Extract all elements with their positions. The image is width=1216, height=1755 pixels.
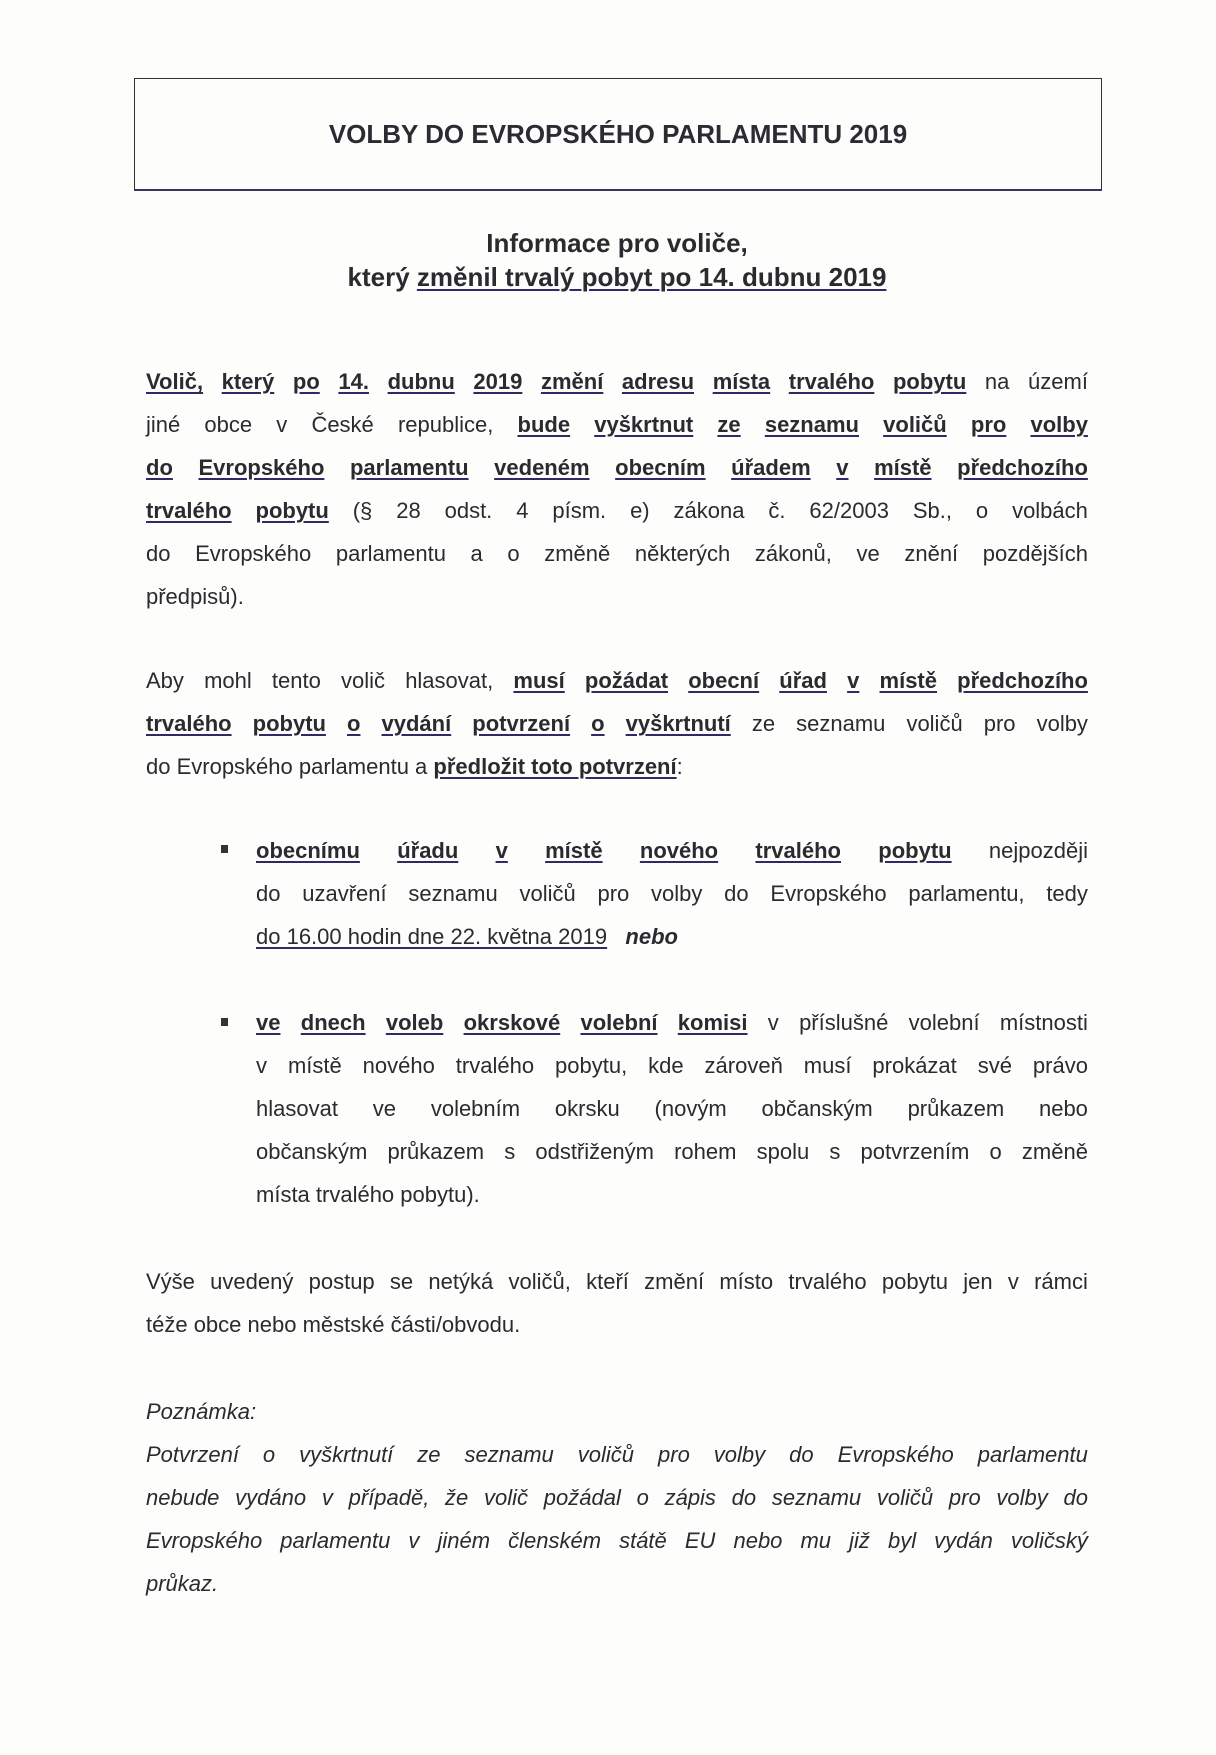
word: o — [262, 1442, 276, 1467]
word: o — [989, 1139, 1002, 1164]
subtitle-plain: který — [347, 262, 417, 292]
word: o — [591, 711, 605, 736]
word: změní — [644, 1269, 705, 1294]
word: v — [767, 1010, 779, 1035]
text-segment: předložit toto potvrzení — [433, 754, 677, 779]
word: Evropského — [837, 1442, 954, 1467]
text-line — [146, 1312, 1088, 1355]
word: jiném — [437, 1528, 491, 1553]
word: v — [1007, 1269, 1019, 1294]
word: zápis — [664, 1485, 716, 1510]
text-line — [146, 1269, 1088, 1312]
word: členském — [508, 1528, 602, 1553]
word: 14. — [338, 369, 369, 394]
word: spolu — [756, 1139, 810, 1164]
word: volby — [713, 1442, 766, 1467]
word: do — [724, 881, 749, 906]
word: kteří — [586, 1269, 629, 1294]
word: volby — [1030, 412, 1088, 437]
word: s — [829, 1139, 841, 1164]
word: pobytu — [881, 1269, 948, 1294]
word: pobytu — [255, 498, 329, 523]
word: v — [836, 455, 849, 480]
text-line — [256, 1182, 1088, 1225]
word: Volič, — [146, 369, 204, 394]
word: ve — [856, 541, 880, 566]
word: EU — [684, 1528, 716, 1553]
word: voličů — [577, 1442, 635, 1467]
word: voličů — [519, 881, 576, 906]
word: úřadu — [397, 838, 459, 863]
word: úřad — [779, 668, 827, 693]
word: v — [256, 1053, 267, 1078]
word: č. — [768, 498, 786, 523]
word: trvalého — [755, 838, 841, 863]
text-line — [256, 838, 1088, 881]
word: vydáno — [235, 1485, 307, 1510]
word: trvalého — [455, 1053, 535, 1078]
header-box — [134, 78, 1102, 191]
text-segment: : — [676, 754, 683, 779]
text-line — [146, 1485, 1088, 1528]
word: bude — [517, 412, 571, 437]
word: tento — [271, 668, 321, 693]
word: ve — [372, 1096, 397, 1121]
word: republice, — [397, 412, 494, 437]
word: pro — [597, 881, 630, 906]
word: místě — [545, 838, 603, 863]
word: 4 — [516, 498, 529, 523]
text-line — [256, 924, 1088, 967]
text-line — [146, 1571, 1088, 1614]
text-line — [146, 541, 1088, 584]
note-section — [146, 1399, 1088, 1614]
text-line — [146, 369, 1088, 412]
text-line — [146, 711, 1088, 754]
word: voličský — [1010, 1528, 1088, 1553]
word: vyškrtnutí — [625, 711, 731, 736]
word: volební — [908, 1010, 980, 1035]
word: vydán — [934, 1528, 993, 1553]
word: do — [1063, 1485, 1088, 1510]
word: jen — [963, 1269, 993, 1294]
text-line — [146, 1528, 1088, 1571]
word: seznamu — [464, 1442, 554, 1467]
word: pro — [970, 412, 1007, 437]
word: (§ — [352, 498, 373, 523]
text-line — [146, 455, 1088, 498]
word: seznamu — [796, 711, 886, 736]
word: voleb — [385, 1010, 444, 1035]
word: rámci — [1034, 1269, 1088, 1294]
word: volebním — [430, 1096, 521, 1121]
word: vydání — [381, 711, 452, 736]
word: okrskové — [463, 1010, 561, 1035]
bullet-item-election-commission — [256, 1010, 1088, 1225]
word: do — [256, 881, 281, 906]
text-segment — [607, 924, 625, 967]
word: trvalého — [146, 711, 232, 736]
word: vyškrtnut — [594, 412, 694, 437]
word: pro — [948, 1485, 981, 1510]
word: nového — [362, 1053, 435, 1078]
word: nejpozději — [988, 838, 1088, 863]
word: změně — [544, 541, 611, 566]
word: vyškrtnutí — [299, 1442, 394, 1467]
word: Evropského — [770, 881, 887, 906]
word: ze — [751, 711, 776, 736]
bullet-item-municipal-office — [256, 838, 1088, 967]
word: potvrzením — [860, 1139, 970, 1164]
word: pobytu, — [555, 1053, 628, 1078]
word: změní — [540, 369, 604, 394]
word: zároveň — [704, 1053, 783, 1078]
word: České — [311, 412, 374, 437]
word: netýká — [428, 1269, 494, 1294]
word: parlamentu — [349, 455, 469, 480]
word: uvedený — [210, 1269, 294, 1294]
word: obecní — [688, 668, 760, 693]
bullet-icon — [221, 1018, 228, 1026]
word: 62/2003 — [809, 498, 889, 523]
word: pro — [658, 1442, 690, 1467]
word: parlamentu — [977, 1442, 1088, 1467]
word: obce — [204, 412, 253, 437]
word: volič — [341, 668, 386, 693]
word: občanským — [256, 1139, 368, 1164]
word: odstřiženým — [535, 1139, 654, 1164]
word: voličů — [876, 1485, 934, 1510]
text-line — [146, 668, 1088, 711]
word: odst. — [444, 498, 493, 523]
word: do — [731, 1485, 757, 1510]
subtitle-underlined: změnil trvalý pobyt po 14. dubnu 2019 — [416, 262, 887, 292]
text-segment: téže obce nebo městské části/obvodu. — [146, 1312, 521, 1337]
word: volby — [1036, 711, 1088, 736]
word: pro — [983, 711, 1016, 736]
word: Evropského — [198, 455, 325, 480]
word: nebo — [1038, 1096, 1088, 1121]
word: trvalého — [146, 498, 232, 523]
word: pobytu — [878, 838, 952, 863]
subtitle-line-2 — [134, 260, 1100, 294]
word: parlamentu — [280, 1528, 391, 1553]
word: mohl — [204, 668, 252, 693]
word: již — [849, 1528, 870, 1553]
word: průkazem — [387, 1139, 485, 1164]
word: mu — [800, 1528, 832, 1553]
word: místnosti — [999, 1010, 1088, 1035]
word: ve — [256, 1010, 281, 1035]
word: voličů — [883, 412, 947, 437]
word: Aby — [146, 668, 184, 693]
word: úřadem — [731, 455, 811, 480]
word: po — [292, 369, 320, 394]
text-line — [146, 498, 1088, 541]
word: potvrzení — [472, 711, 571, 736]
word: pobytu — [252, 711, 326, 736]
word: území — [1028, 369, 1088, 394]
word: místě — [879, 668, 937, 693]
word: volební — [580, 1010, 658, 1035]
word: volby — [651, 881, 703, 906]
text-line — [256, 1010, 1088, 1053]
word: seznamu — [764, 412, 859, 437]
word: prokázat — [872, 1053, 957, 1078]
word: požádat — [584, 668, 669, 693]
word: který — [221, 369, 275, 394]
word: Potvrzení — [146, 1442, 239, 1467]
word: že — [445, 1485, 469, 1510]
word: v — [321, 1485, 333, 1510]
word: a — [470, 541, 483, 566]
word: 2019 — [473, 369, 523, 394]
word: o — [507, 541, 520, 566]
word: státě — [619, 1528, 667, 1553]
word: ze — [417, 1442, 441, 1467]
word: Evropského — [146, 1528, 263, 1553]
word: volby — [996, 1485, 1048, 1510]
word: Evropského — [195, 541, 312, 566]
word: se — [389, 1269, 414, 1294]
text-segment: předpisů). — [146, 584, 244, 609]
word: změně — [1021, 1139, 1088, 1164]
word: místa — [712, 369, 771, 394]
text-segment: do 16.00 hodin dne 22. května 2019 — [256, 924, 608, 949]
word: volič — [484, 1485, 529, 1510]
text-line — [256, 881, 1088, 924]
word: o — [636, 1485, 649, 1510]
text-line — [146, 1399, 1088, 1442]
word: 28 — [396, 498, 421, 523]
word: ze — [717, 412, 741, 437]
text-line — [256, 1139, 1088, 1182]
word: seznamu — [771, 1485, 862, 1510]
word: pobytu — [892, 369, 967, 394]
word: komisi — [677, 1010, 748, 1035]
word: musí — [513, 668, 565, 693]
text-segment: Poznámka: — [146, 1399, 257, 1424]
word: pozdějších — [982, 541, 1088, 566]
word: parlamentu — [335, 541, 446, 566]
word: byl — [887, 1528, 917, 1553]
word: nebo — [733, 1528, 783, 1553]
word: své — [977, 1053, 1012, 1078]
text-segment: místa trvalého pobytu). — [256, 1182, 480, 1207]
word: o — [347, 711, 361, 736]
word: právo — [1032, 1053, 1088, 1078]
word: případě, — [348, 1485, 430, 1510]
paragraph-exception — [146, 1269, 1088, 1355]
word: kde — [648, 1053, 684, 1078]
word: okrsku — [554, 1096, 620, 1121]
paragraph-request-confirmation — [146, 668, 1088, 797]
word: příslušné — [799, 1010, 889, 1035]
word: nebude — [146, 1485, 220, 1510]
word: dubnu — [387, 369, 455, 394]
text-line — [256, 1096, 1088, 1139]
word: vedeném — [494, 455, 590, 480]
word: Výše — [146, 1269, 195, 1294]
word: předchozího — [957, 668, 1088, 693]
word: předchozího — [957, 455, 1088, 480]
word: s — [504, 1139, 516, 1164]
word: do — [789, 1442, 814, 1467]
word: dnech — [300, 1010, 366, 1035]
word: volbách — [1012, 498, 1088, 523]
word: tedy — [1046, 881, 1088, 906]
word: na — [984, 369, 1010, 394]
word: postup — [308, 1269, 375, 1294]
word: e) — [630, 498, 650, 523]
bullet-icon — [221, 845, 228, 853]
text-line — [256, 1053, 1088, 1096]
word: nového — [639, 838, 719, 863]
text-line — [146, 1442, 1088, 1485]
text-segment: průkaz. — [146, 1571, 219, 1596]
word: některých — [634, 541, 731, 566]
document-title: VOLBY DO EVROPSKÉHO PARLAMENTU 2019 — [328, 119, 908, 149]
word: zákonů, — [754, 541, 832, 566]
word: rohem — [674, 1139, 737, 1164]
word: v — [495, 838, 508, 863]
word: místo — [719, 1269, 774, 1294]
text-line — [146, 754, 1088, 797]
word: (novým — [654, 1096, 727, 1121]
word: požádal — [543, 1485, 621, 1510]
word: trvalého — [788, 1269, 867, 1294]
word: Sb., — [912, 498, 952, 523]
word: musí — [803, 1053, 852, 1078]
word: v — [408, 1528, 420, 1553]
word: voličů, — [508, 1269, 571, 1294]
word: zákona — [673, 498, 745, 523]
word: parlamentu, — [908, 881, 1025, 906]
word: místě — [874, 455, 932, 480]
word: hlasovat — [256, 1096, 338, 1121]
paragraph-voter-removal — [146, 369, 1088, 627]
word: adresu — [621, 369, 695, 394]
word: uzavření — [302, 881, 387, 906]
word: obecním — [615, 455, 706, 480]
word: občanským — [761, 1096, 873, 1121]
text-line — [146, 584, 1088, 627]
word: obecnímu — [256, 838, 360, 863]
text-segment: nebo — [625, 924, 678, 949]
word: trvalého — [788, 369, 875, 394]
word: o — [975, 498, 989, 523]
word: do — [146, 455, 173, 480]
word: průkazem — [907, 1096, 1005, 1121]
word: do — [146, 541, 171, 566]
word: jiné — [146, 412, 181, 437]
word: hlasovat, — [405, 668, 494, 693]
text-segment: do Evropského parlamentu a — [146, 754, 434, 779]
word: znění — [904, 541, 959, 566]
word: seznamu — [408, 881, 498, 906]
subtitle-line-1: Informace pro voliče, — [486, 228, 748, 258]
word: v — [276, 412, 288, 437]
word: voličů — [906, 711, 963, 736]
word: písm. — [552, 498, 607, 523]
word: v — [847, 668, 860, 693]
word: místě — [287, 1053, 342, 1078]
text-line — [146, 412, 1088, 455]
